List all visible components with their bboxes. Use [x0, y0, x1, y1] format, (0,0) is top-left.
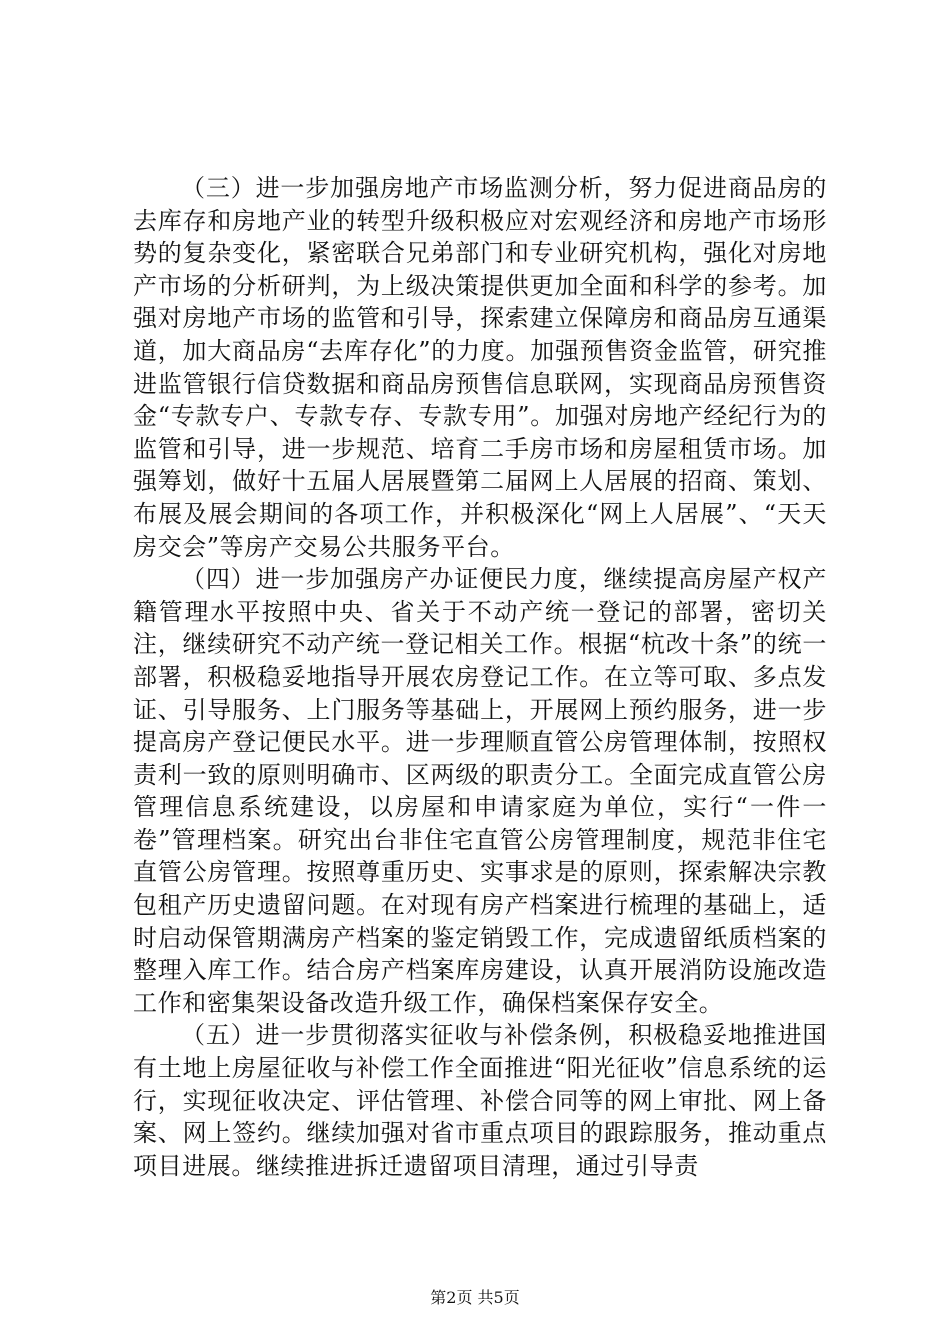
paragraph-3: （三）进一步加强房地产市场监测分析，努力促进商品房的去库存和房地产业的转型升级积极应对宏观经济和房地产市场形势的复杂变化，紧密联合兄弟部门和专业研究机构，强化对房地产市场的分析研判，为上级决策提供更加全面和科学的参考。加强对房地产市场的监管和引导，探索建立保障房和商品房互通渠道，加大商品房“去库存化”的力度。加强预售资金监管，研究推进监管银行信贷数据和商品房预售信息联网，实现商品房预售资金“专款专户、专款专存、专款专用”。加强对房地产经纪行为的监管和引导，进一步规范、培育二手房市场和房屋租赁市场。加强筹划，做好十五届人居展暨第二届网上人居展的招商、策划、布展及展会期间的各项工作，并积极深化“网上人居展”、“天天房交会”等房产交易公共服务平台。 — [133, 174, 827, 561]
paragraph-4: （四）进一步加强房产办证便民力度，继续提高房屋产权产籍管理水平按照中央、省关于不动产统一登记的部署，密切关注，继续研究不动产统一登记相关工作。根据“杭改十条”的统一部署，积极稳妥地指导开展农房登记工作。在立等可取、多点发证、引导服务、上门服务等基础上，开展网上预约服务，进一步提高房产登记便民水平。进一步理顺直管公房管理体制，按照权责利一致的原则明确市、区两级的职责分工。全面完成直管公房管理信息系统建设，以房屋和申请家庭为单位，实行“一件一卷”管理档案。研究出台非住宅直管公房管理制度，规范非住宅直管公房管理。按照尊重历史、实事求是的原则，探索解决宗教包租产历史遗留问题。在对现有房产档案进行梳理的基础上，适时启动保管期满房产档案的鉴定销毁工作，完成遗留纸质档案的整理入库工作。结合房产档案库房建设，认真开展消防设施改造工作和密集架设备改造升级工作，确保档案保存安全。 — [133, 565, 827, 1017]
document-body — [133, 172, 827, 1182]
paragraph-5: （五）进一步贯彻落实征收与补偿条例，积极稳妥地推进国有土地上房屋征收与补偿工作全面推进“阳光征收”信息系统的运行，实现征收决定、评估管理、补偿合同等的网上审批、网上备案、网上签约。继续加强对省市重点项目的跟踪服务，推动重点项目进展。继续推进拆迁遗留项目清理，通过引导责 — [133, 1021, 827, 1180]
page-number-footer: 第2页 共5页 — [430, 1288, 520, 1307]
